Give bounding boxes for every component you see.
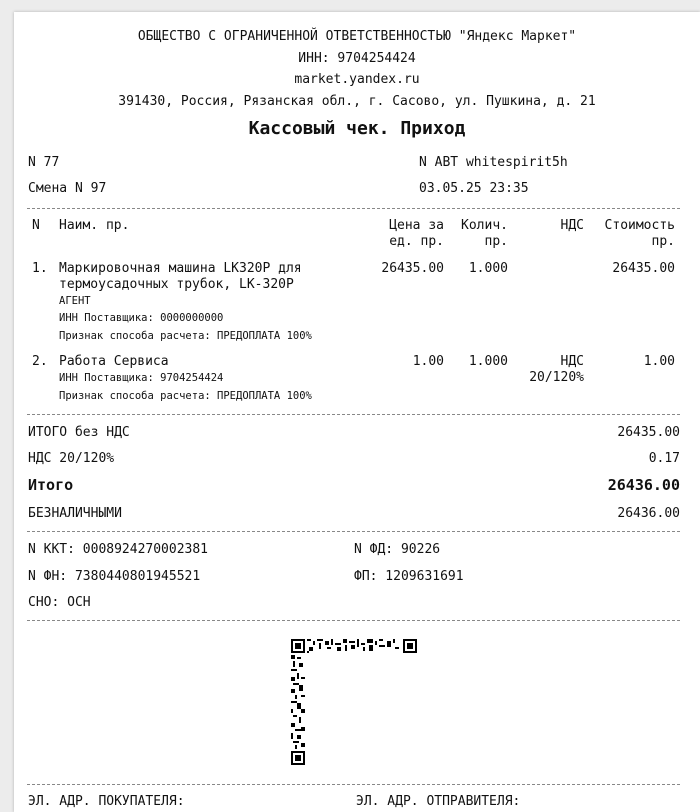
item-qty: 1.000 — [468, 354, 508, 369]
divider — [27, 414, 680, 415]
org-site: market.yandex.ru — [294, 72, 420, 87]
col-header-vat: НДС — [560, 218, 584, 233]
divider — [27, 531, 680, 532]
cashless-value: 26436.00 — [617, 506, 680, 521]
item-vat-rate: 20/120% — [529, 370, 584, 385]
buyer-email-label: ЭЛ. АДР. ПОКУПАТЕЛЯ: — [28, 794, 185, 809]
col-header-name: Наим. пр. — [59, 218, 130, 233]
org-name: ОБЩЕСТВО С ОГРАНИЧЕННОЙ ОТВЕТСТВЕННОСТЬЮ "Яндекс Маркет" — [137, 29, 577, 44]
col-header-qty: Колич. — [461, 218, 508, 233]
fn-number: N ФН: 7380440801945521 — [28, 569, 201, 584]
item-qty: 1.000 — [468, 261, 508, 276]
item-payment-method: Признак способа расчета: ПРЕДОПЛАТА 100% — [59, 330, 312, 342]
item-price: 1.00 — [412, 354, 444, 369]
shift-number: Смена N 97 — [28, 181, 107, 196]
item-name: Маркировочная машина LK320P для — [59, 261, 302, 276]
doc-number: N 77 — [28, 155, 60, 170]
item-agent: АГЕНТ — [59, 295, 91, 307]
vat-label: НДС 20/120% — [28, 451, 115, 466]
fp-number: ФП: 1209631691 — [354, 569, 464, 584]
col-header-cost-2: пр. — [651, 234, 675, 249]
total-value: 26436.00 — [607, 476, 680, 494]
item-name-cont: термоусадочных трубок, LK-320P — [59, 277, 294, 292]
receipt-title: Кассовый чек. Приход — [248, 118, 466, 139]
kkt-number: N ККТ: 0008924270002381 — [28, 542, 209, 557]
item-cost: 26435.00 — [612, 261, 675, 276]
avt-number: N АВТ whitespirit5h — [419, 155, 568, 170]
org-address: 391430, Россия, Рязанская обл., г. Сасово, ул. Пушкина, д. 21 — [118, 94, 596, 109]
sno-label: СНО: ОСН — [28, 595, 91, 610]
total-label: Итого — [28, 476, 74, 494]
item-number: 2. — [32, 354, 48, 369]
qr-code — [291, 639, 419, 769]
col-header-cost: Стоимость — [604, 218, 675, 233]
col-header-price: Цена за — [389, 218, 444, 233]
col-header-qty-2: пр. — [484, 234, 508, 249]
item-price: 26435.00 — [381, 261, 444, 276]
item-cost: 1.00 — [643, 354, 675, 369]
divider — [27, 784, 680, 785]
divider — [27, 208, 680, 209]
item-payment-method: Признак способа расчета: ПРЕДОПЛАТА 100% — [59, 390, 312, 402]
total-no-vat-label: ИТОГО без НДС — [28, 425, 130, 440]
vat-value: 0.17 — [648, 451, 680, 466]
divider — [27, 620, 680, 621]
fd-number: N ФД: 90226 — [354, 542, 441, 557]
item-supplier-inn: ИНН Поставщика: 9704254424 — [59, 372, 224, 384]
item-name: Работа Сервиса — [59, 354, 169, 369]
sender-email-label: ЭЛ. АДР. ОТПРАВИТЕЛЯ: — [356, 794, 521, 809]
receipt-datetime: 03.05.25 23:35 — [419, 181, 529, 196]
receipt-paper — [14, 12, 700, 812]
item-vat: НДС — [560, 354, 584, 369]
cashless-label: БЕЗНАЛИЧНЫМИ — [28, 506, 122, 521]
total-no-vat-value: 26435.00 — [617, 425, 680, 440]
item-supplier-inn: ИНН Поставщика: 0000000000 — [59, 312, 224, 324]
col-header-n: N — [32, 218, 40, 233]
org-inn: ИНН: 9704254424 — [298, 51, 416, 66]
item-number: 1. — [32, 261, 48, 276]
col-header-price-2: ед. пр. — [389, 234, 444, 249]
